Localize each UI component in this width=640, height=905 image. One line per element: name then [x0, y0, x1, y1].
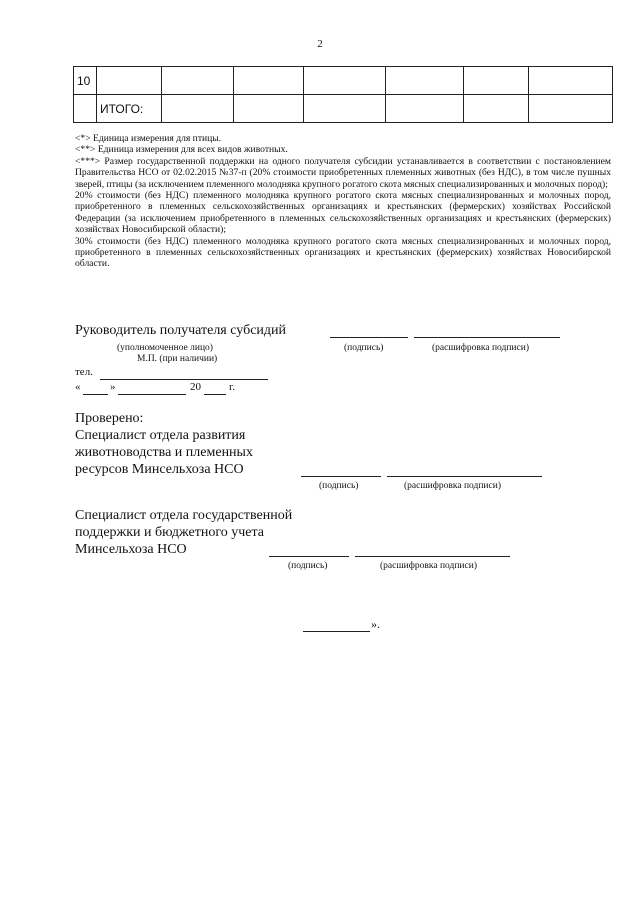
table-cell [529, 95, 613, 123]
date-year: 20 [190, 381, 201, 393]
table-cell [234, 67, 304, 95]
phone-label: тел. [75, 366, 93, 378]
table-cell [529, 67, 613, 95]
data-table [73, 66, 613, 123]
specialist1-line2: животноводства и племенных [75, 445, 253, 460]
table-cell [464, 95, 529, 123]
table-cell [162, 67, 234, 95]
decoding-caption: (расшифровка подписи) [432, 343, 529, 353]
phone-line [100, 379, 268, 380]
signature-caption: (подпись) [344, 343, 384, 353]
table-cell: 10 [74, 67, 97, 95]
decoding-line [387, 476, 542, 477]
table-cell [304, 95, 386, 123]
date-mid: » [110, 381, 116, 393]
signature-line [269, 556, 349, 557]
specialist2-line1: Специалист отдела государственной [75, 508, 293, 523]
closing-mark: ». [371, 617, 380, 631]
footnote: <***> Размер государственной поддержки на одного получателя субсидии устанавливается в соответствии с постановлением Правительства НСО от 02.02.2015 №37-п (20% стоимости приобретенных племенных животных (без НДС), в том числе пушных зверей, птицы (за исключением племенного молодняка крупного рогатого скота мясных специализированных и молочных пород); [75, 155, 611, 190]
table-cell [464, 67, 529, 95]
decoding-line [355, 556, 510, 557]
specialist2-line2: поддержки и бюджетного учета [75, 525, 264, 540]
decoding-caption: (расшифровка подписи) [404, 481, 501, 491]
specialist1-line3: ресурсов Минсельхоза НСО [75, 462, 244, 477]
date-end: г. [229, 381, 236, 393]
table-cell [162, 95, 234, 123]
footnote: 30% стоимости (без НДС) племенного молодняка крупного рогатого скота мясных специализированных и молочных пород, приобретенного в племенных сельскохозяйственных организациях и крестьянских (фермерских) хозяйствах Новосибирской области. [75, 235, 611, 270]
page-number: 2 [317, 38, 323, 50]
table-cell [386, 95, 464, 123]
signature-line [330, 337, 408, 338]
table-cell [386, 67, 464, 95]
decoding-line [414, 337, 560, 338]
table-row [74, 67, 613, 95]
authorized-person-label: (уполномоченное лицо) [117, 343, 213, 353]
closing-line [303, 631, 370, 632]
footnote: <*> Единица измерения для птицы. [75, 133, 222, 144]
checked-label: Проверено: [75, 411, 144, 426]
decoding-caption: (расшифровка подписи) [380, 561, 477, 571]
table-cell [234, 95, 304, 123]
signature-line [301, 476, 381, 477]
footnote: <**> Единица измерения для всех видов животных. [75, 144, 288, 156]
table-cell [74, 95, 97, 123]
date-open: « [75, 381, 81, 393]
date-year-line [204, 394, 226, 395]
recipient-title: Руководитель получателя субсидий [75, 323, 287, 338]
total-label: ИТОГО: [97, 95, 162, 123]
date-month-line [118, 394, 186, 395]
date-day-line [83, 394, 108, 395]
specialist1-line1: Специалист отдела развития [75, 428, 246, 443]
table-row-total [74, 95, 613, 123]
footnotes [75, 133, 611, 270]
table-cell [304, 67, 386, 95]
seal-label: М.П. (при наличии) [137, 354, 218, 364]
specialist2-line3: Минсельхоза НСО [75, 542, 187, 557]
table-cell [97, 67, 162, 95]
footnote: 20% стоимости (без НДС) племенного молодняка крупного рогатого скота мясных специализированных и молочных пород, приобретенного в племенных сельскохозяйственных организациях и крестьянских (фермерских) хозяйствах Российской Федерации (за исключением приобретенного в племенных сельскохозяйственных организациях и крестьянских (фермерских) хозяйствах Новосибирской области); [75, 190, 611, 236]
signature-caption: (подпись) [288, 561, 328, 571]
signature-caption: (подпись) [319, 481, 359, 491]
